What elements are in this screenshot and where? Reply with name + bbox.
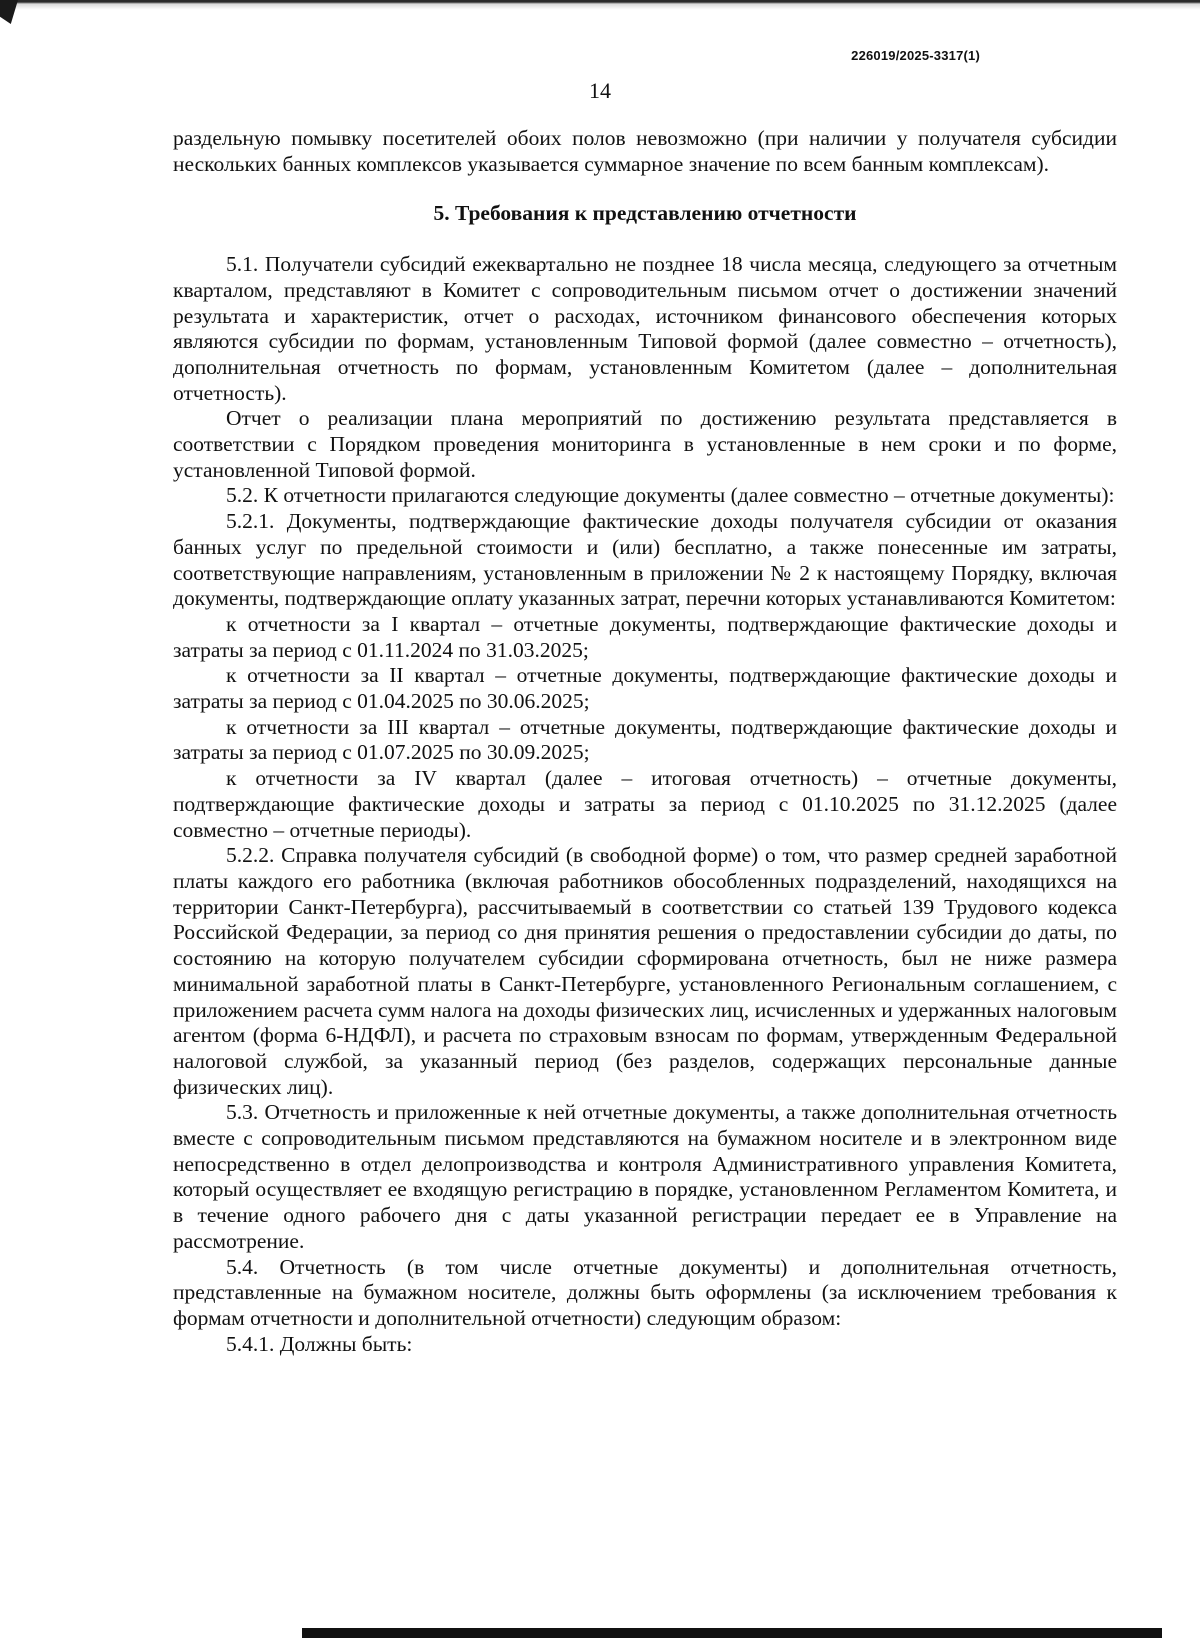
paragraph-5-2: 5.2. К отчетности прилагаются следующие документы (далее совместно – отчетные документы):	[226, 483, 1115, 508]
section-title: 5. Требования к представлению отчетности	[433, 201, 857, 226]
paragraph-5-2-2: 5.2.2. Справка получателя субсидий (в свободной форме) о том, что размер средней заработной платы каждого его работника (включая работников обособленных подразделений, находящихся на территории Санкт-Петербурга), рассчитываемый в соответствии со статьей 139 Трудового кодекса Российской Федерации, за период со дня принятия решения о предоставлении субсидии до даты, по состоянию на которую получателем субсидии сформирована отчетность, был не ниже размера минимальной заработной платы в Санкт-Петербурге, установленного Региональным соглашением, с приложением расчета сумм налога на доходы физических лиц, исчисленных и удержанных налоговым агентом (форма 6-НДФЛ), и расчета по страховым взносам по формам, утвержденным Федеральной налоговой службой, за указанный период (без разделов, содержащих персональные данные физических лиц).	[173, 843, 1117, 1099]
registration-number: 226019/2025-3317(1)	[851, 48, 980, 63]
paragraph-quarter-2: к отчетности за II квартал – отчетные документы, подтверждающие фактические доходы и затраты за период с 01.04.2025 по 30.06.2025;	[173, 663, 1117, 714]
paragraph-5-4-1: 5.4.1. Должны быть:	[226, 1331, 413, 1356]
scan-top-edge	[0, 0, 1200, 10]
paragraph-5-3: 5.3. Отчетность и приложенные к ней отчетные документы, а также дополнительная отчетность вместе с сопроводительным письмом представляются на бумажном носителе и в электронном виде непосредственно в отдел делопроизводства и контроля Административного управления Комитета, который осуществляет ее входящую регистрацию в порядке, установленном Регламентом Комитета, и в течение одного рабочего дня с даты указанной регистрации передает ее в Управление на рассмотрение.	[173, 1100, 1117, 1253]
scan-corner-mark	[0, 0, 18, 24]
paragraph-5-2-1: 5.2.1. Документы, подтверждающие фактические доходы получателя субсидии от оказания банных услуг по предельной стоимости и (или) бесплатно, а также понесенные им затраты, соответствующие направлениям, установленным в приложении № 2 к настоящему Порядку, включая документы, подтверждающие оплату указанных затрат, перечни которых устанавливаются Комитетом:	[173, 509, 1117, 611]
scan-bottom-edge	[302, 1628, 1162, 1638]
paragraph-5-4: 5.4. Отчетность (в том числе отчетные документы) и дополнительная отчетность, представленные на бумажном носителе, должны быть оформлены (за исключением требования к формам отчетности и дополнительной отчетности) следующим образом:	[173, 1254, 1117, 1330]
paragraph-5-1: 5.1. Получатели субсидий ежеквартально не позднее 18 числа месяца, следующего за отчетным кварталом, представляют в Комитет с сопроводительным письмом отчет о достижении значений результата и характеристик, отчет о расходах, источником финансового обеспечения которых являются субсидии по формам, установленным Типовой формой (далее совместно – отчетность), дополнительная отчетность по формам, установленным Комитетом (далее – дополнительная отчетность).	[173, 252, 1117, 405]
paragraph-monitoring-report: Отчет о реализации плана мероприятий по достижению результата представляется в соответствии с Порядком проведения мониторинга в установленные в нем сроки и по форме, установленной Типовой формой.	[173, 406, 1117, 482]
paragraph-quarter-1: к отчетности за I квартал – отчетные документы, подтверждающие фактические доходы и затраты за период с 01.11.2024 по 31.03.2025;	[173, 611, 1117, 662]
document-body	[173, 126, 1117, 1357]
paragraph-continuation: раздельную помывку посетителей обоих полов невозможно (при наличии у получателя субсидии нескольких банных комплексов указывается суммарное значение по всем банным комплексам).	[173, 126, 1117, 176]
paragraph-quarter-4: к отчетности за IV квартал (далее – итоговая отчетность) – отчетные документы, подтверждающие фактические доходы и затраты за период с 01.10.2025 по 31.12.2025 (далее совместно – отчетные периоды).	[173, 766, 1117, 842]
page-number: 14	[589, 78, 611, 103]
paragraph-quarter-3: к отчетности за III квартал – отчетные документы, подтверждающие фактические доходы и затраты за период с 01.07.2025 по 30.09.2025;	[173, 714, 1117, 765]
